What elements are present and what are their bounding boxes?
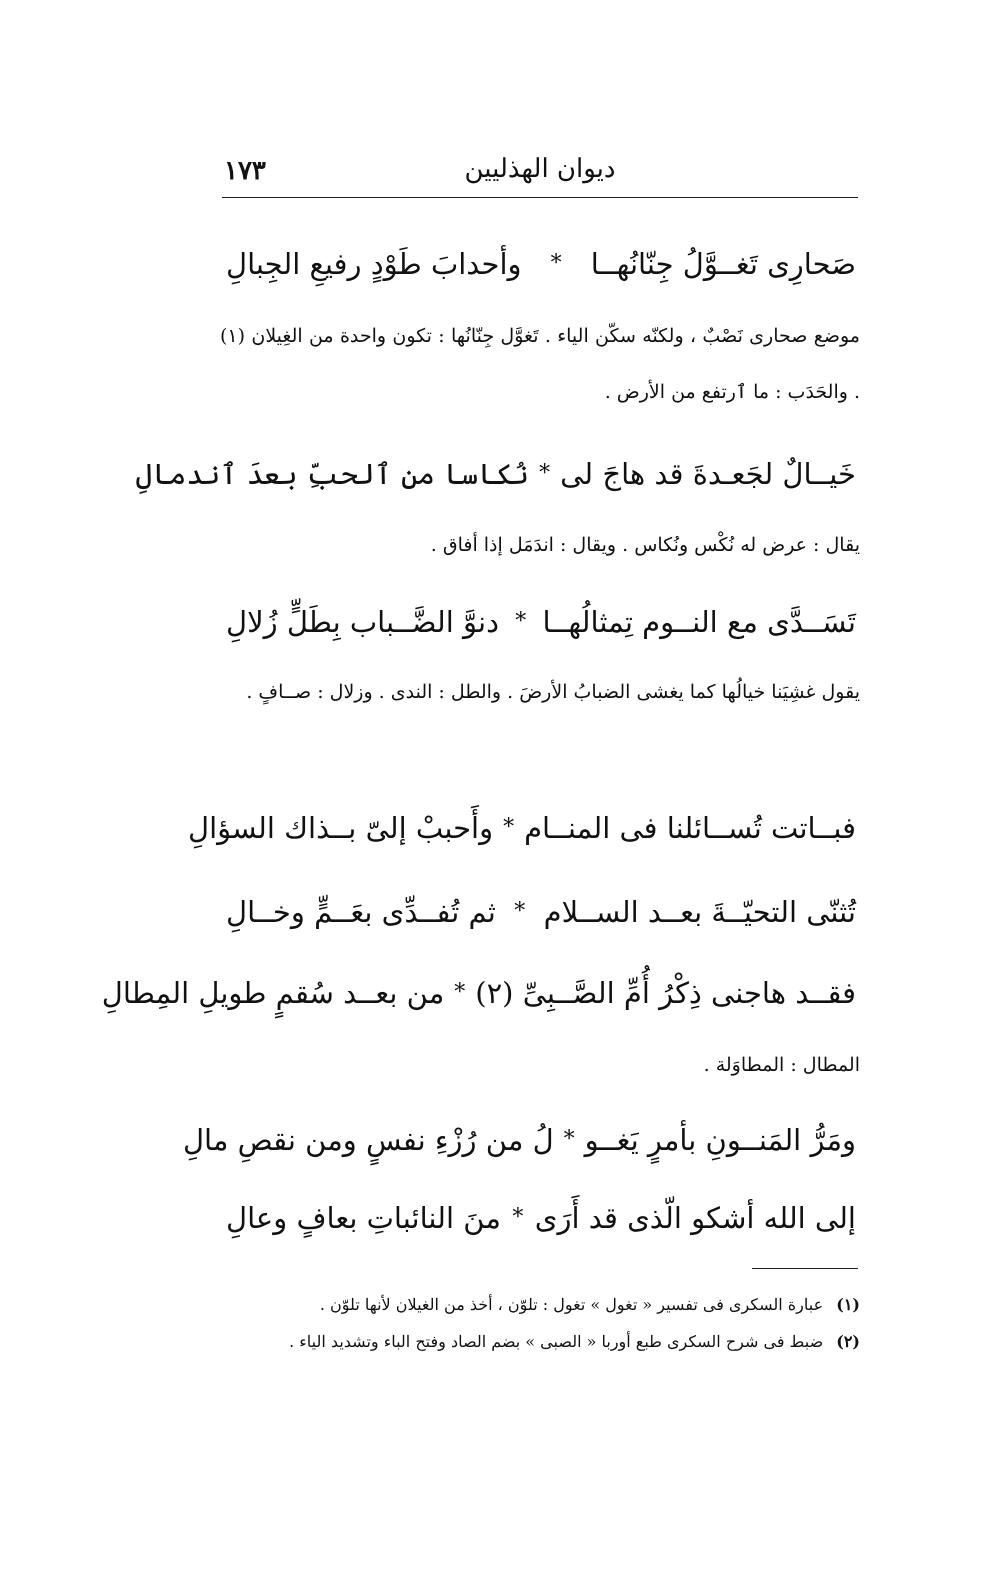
verse-line (188, 800, 856, 856)
verse-line (135, 446, 856, 502)
verse-line (226, 1190, 856, 1246)
verse-second-hemistich: من بعــد سُقمٍ طويلِ المِطالِ (101, 975, 445, 1010)
verse-first-hemistich: تُثنّى التحيّــةَ بعــد الســلام (543, 894, 856, 929)
verse-separator: * (515, 608, 527, 634)
verse-line (226, 884, 856, 940)
verse-first-hemistich: فبــاتت تُســائلنا فى المنــام (524, 810, 856, 845)
footnote-number: (٢) (836, 1332, 860, 1351)
verse-line (226, 594, 856, 650)
verse-second-hemistich: دنوَّ الضَّــباب بِطَلٍّ زُلالِ (226, 604, 499, 639)
verse-second-hemistich: وأحدابَ طَوْدٍ رفيعِ الجِبالِ (226, 246, 522, 281)
page-header (220, 150, 860, 192)
commentary: موضع صحارى نَصْبٌ ، ولكنّه سكّن الياء . تَغوَّل جِنّانُها : تكون واحدة من الغِيلان (١) . والحَدَب : ما ٱرتفع من الأرض . (220, 325, 860, 403)
commentary: المطال : المطاوَلة . (703, 1054, 860, 1076)
verse-separator: * (550, 250, 562, 276)
verse-line (182, 1112, 856, 1168)
header-rule (222, 197, 858, 198)
verse-first-hemistich: خَيــالٌ لجَعـدةَ قد هاجَ لى (560, 456, 856, 491)
verse-second-hemistich: وأَحببْ إلىّ بــذاك السؤالِ (188, 810, 494, 845)
footnote-text: ضبط فى شرح السكرى طبع أوربا « الصبى » بضم الصاد وفتح الباء وتشديد الياء . (289, 1332, 824, 1351)
verse-separator: * (514, 898, 526, 924)
running-title: ديوان الهذليين (464, 154, 616, 184)
verse-second-hemistich: منَ النائباتِ بعافٍ وعالِ (226, 1200, 501, 1235)
verse-separator: * (512, 1204, 524, 1230)
verse-first-hemistich: فقــد هاجنى ذِكْرُ أُمِّ الصَّــبِىِّ (٢) (475, 975, 856, 1010)
verse-first-hemistich: إلى الله أشكو الّذى قد أَرَى (534, 1200, 856, 1235)
footnote-rule (752, 1268, 858, 1269)
commentary: يقال : عرض له نُكْس ونُكاس . ويقال : اندَمَل إذا أفاق . (430, 534, 860, 556)
verse-separator: * (503, 814, 515, 840)
commentary: يقول غشِيَنا خيالُها كما يغشى الضبابُ الأرضَ . والطل : الندى . وزلال : صــافٍ . (246, 681, 860, 703)
verse-separator: * (563, 1126, 575, 1152)
footnote-number: (١) (836, 1295, 860, 1314)
page-number: ١٧٣ (224, 156, 266, 186)
verse-separator: * (539, 460, 551, 486)
footnote (260, 1290, 860, 1320)
verse-first-hemistich: صَحارِى تَغــوَّلُ جِنّانُهــا (590, 246, 856, 281)
verse-first-hemistich: تَسَــدَّى مع النــوم تِمثالُهــا (542, 604, 856, 639)
verse-line (226, 236, 856, 292)
footnote-text: عبارة السكرى فى تفسير « تغول » تغول : تلوّن ، أخذ من الغيلان لأنها تلوّن . (319, 1295, 824, 1314)
verse-first-hemistich: ومَرُّ المَنــونِ بأمرٍ يَغــو (584, 1122, 856, 1157)
verse-second-hemistich: لُ من رُزْءِ نفسٍ ومن نقصِ مالِ (182, 1122, 554, 1157)
verse-line (101, 965, 856, 1021)
verse-second-hemistich: ثم تُفــدِّى بعَــمٍّ وخــالِ (226, 894, 496, 929)
verse-second-hemistich: نُكاسا من ٱلحبِّ بعدَ ٱندمالِ (135, 456, 530, 491)
footnote (260, 1327, 860, 1357)
verse-separator: * (454, 979, 466, 1005)
